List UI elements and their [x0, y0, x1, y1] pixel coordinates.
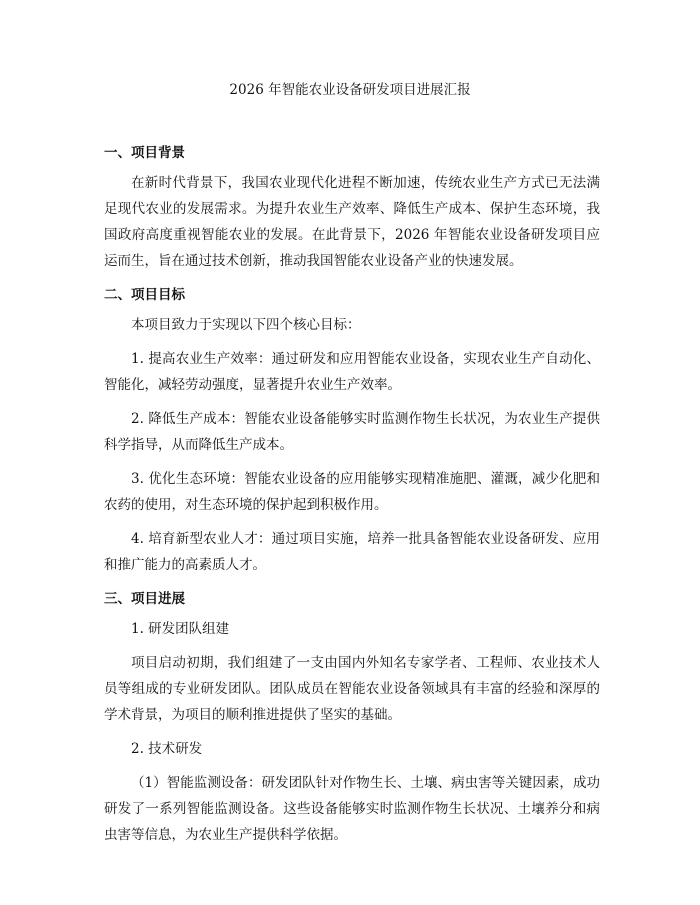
goal-item-2: 2. 降低生产成本：智能农业设备能够实时监测作物生长状况，为农业生产提供科学指导，从而降低生产成本。: [104, 411, 600, 453]
goals-intro: 本项目致力于实现以下四个核心目标：: [131, 317, 361, 333]
progress-subheading-team: 1. 研发团队组建: [131, 621, 230, 637]
goal-item-1: 1. 提高农业生产效率：通过研发和应用智能农业设备，实现农业生产自动化、智能化，减轻劳动强度，显著提升农业生产效率。: [104, 351, 600, 393]
goal-item-4: 4. 培育新型农业人才：通过项目实施，培养一批具备智能农业设备研发、应用和推广能力的高素质人才。: [104, 531, 600, 573]
document-body: [104, 142, 600, 856]
section-heading-background: 一、项目背景: [104, 145, 185, 161]
document-title: 2026 年智能农业设备研发项目进展汇报: [229, 82, 471, 98]
progress-subheading-tech: 2. 技术研发: [131, 741, 203, 757]
section-heading-goals: 二、项目目标: [104, 287, 185, 303]
progress-tech-paragraph: （1）智能监测设备：研发团队针对作物生长、土壤、病虫害等关键因素，成功研发了一系列智能监测设备。这些设备能够实时监测作物生长状况、土壤养分和病虫害等信息，为农业生产提供科学依据。: [104, 775, 600, 843]
section-heading-progress: 三、项目进展: [104, 591, 185, 607]
background-paragraph: 在新时代背景下，我国农业现代化进程不断加速，传统农业生产方式已无法满足现代农业的发展需求。为提升农业生产效率、降低生产成本、保护生态环境，我国政府高度重视智能农业的发展。在此背景下，2026 年智能农业设备研发项目应运而生，旨在通过技术创新，推动我国智能农业设备产业的快速发展。: [104, 175, 600, 269]
progress-team-paragraph: 项目启动初期，我们组建了一支由国内外知名专家学者、工程师、农业技术人员等组成的专业研发团队。团队成员在智能农业设备领域具有丰富的经验和深厚的学术背景，为项目的顺利推进提供了坚实的基础。: [104, 655, 600, 723]
goal-item-3: 3. 优化生态环境：智能农业设备的应用能够实现精准施肥、灌溉，减少化肥和农药的使用，对生态环境的保护起到积极作用。: [104, 471, 600, 513]
